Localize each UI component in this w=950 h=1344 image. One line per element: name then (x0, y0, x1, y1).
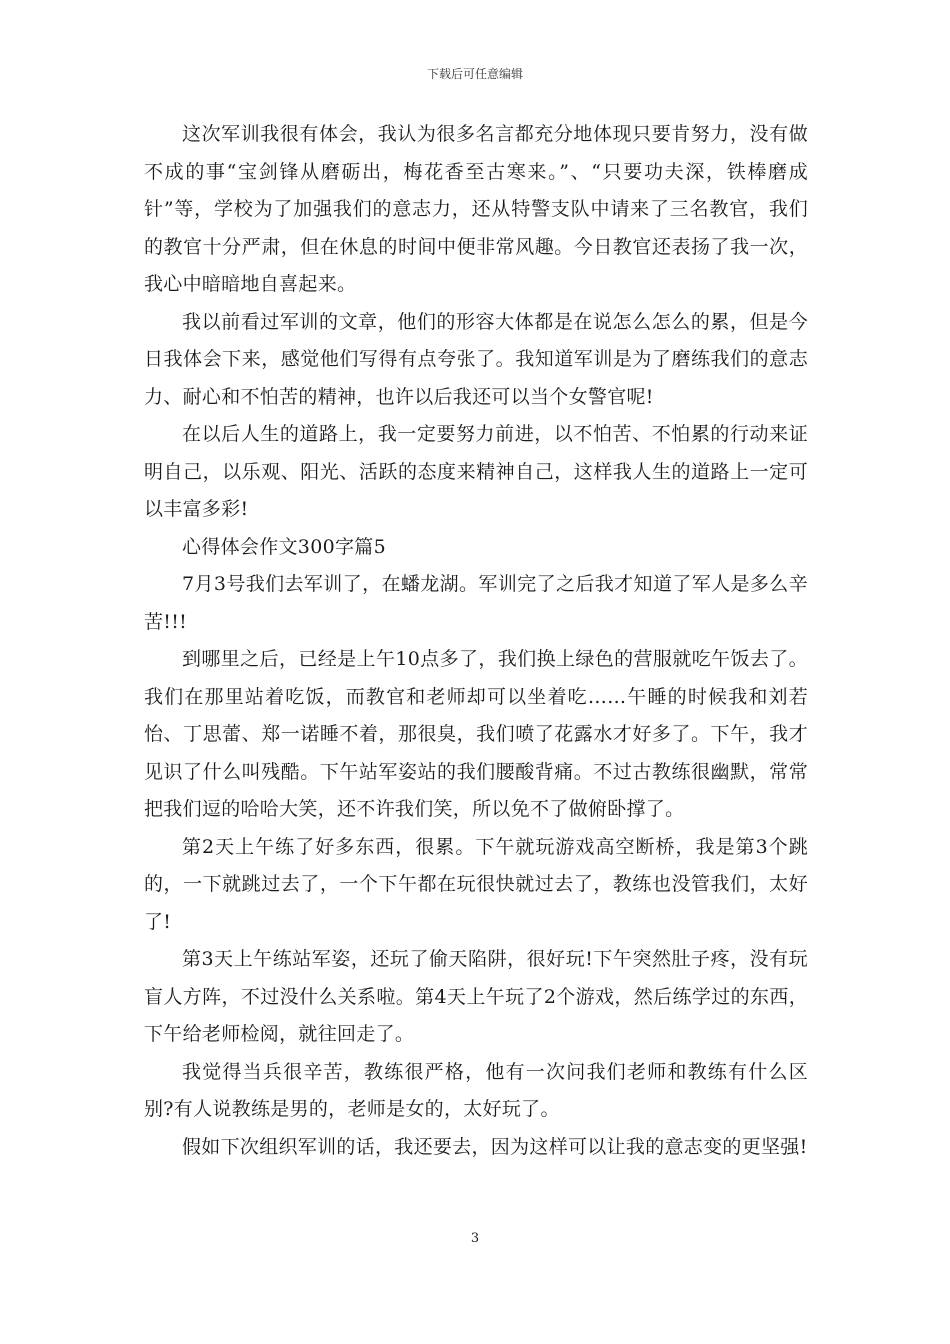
paragraph: 7月3号我们去军训了，在蟠龙湖。军训完了之后我才知道了军人是多么辛苦!!! (144, 573, 808, 633)
paragraph: 第3天上午练站军姿，还玩了偷天陷阱，很好玩!下午突然肚子疼，没有玩盲人方阵，不过没什么关系啦。第4天上午玩了2个游戏，然后练学过的东西，下午给老师检阅，就往回走了。 (144, 948, 808, 1045)
paragraph: 这次军训我很有体会，我认为很多名言都充分地体现只要肯努力，没有做不成的事“宝剑锋从磨砺出，梅花香至古寒来。”、“只要功夫深，铁棒磨成针”等，学校为了加强我们的意志力，还从特警支队中请来了三名教官，我们的教官十分严肃，但在休息的时间中便非常风趣。今日教官还表扬了我一次，我心中暗暗地自喜起来。 (144, 123, 808, 295)
paragraph: 假如下次组织军训的话，我还要去，因为这样可以让我的意志变的更坚强! (182, 1135, 808, 1158)
page-header: 下载后可任意编辑 (426, 67, 523, 81)
section-heading: 心得体会作文300字篇5 (182, 535, 386, 558)
paragraph: 第2天上午练了好多东西，很累。下午就玩游戏高空断桥，我是第3个跳的，一下就跳过去了，一个下午都在玩很快就过去了，教练也没管我们，太好了! (144, 835, 808, 933)
paragraph: 在以后人生的道路上，我一定要努力前进，以不怕苦、不怕累的行动来证明自己，以乐观、阳光、活跃的态度来精神自己，这样我人生的道路上一定可以丰富多彩! (144, 423, 808, 520)
paragraph: 到哪里之后，已经是上午10点多了，我们换上绿色的营服就吃午饭去了。我们在那里站着吃饭，而教官和老师却可以坐着吃……午睡的时候我和刘若怡、丁思蕾、郑一诺睡不着，那很臭，我们喷了花露水才好多了。下午，我才见识了什么叫残酷。下午站军姿站的我们腰酸背痛。不过古教练很幽默，常常把我们逗的哈哈大笑，还不许我们笑，所以免不了做俯卧撑了。 (144, 648, 808, 820)
paragraph: 我觉得当兵很辛苦，教练很严格，他有一次问我们老师和教练有什么区别?有人说教练是男的，老师是女的，太好玩了。 (144, 1060, 808, 1120)
document-body (144, 116, 808, 1166)
paragraph: 我以前看过军训的文章，他们的形容大体都是在说怎么怎么的累，但是今日我体会下来，感觉他们写得有点夸张了。我知道军训是为了磨练我们的意志力、耐心和不怕苦的精神，也许以后我还可以当个女警官呢! (144, 310, 808, 408)
page-number: 3 (470, 1231, 480, 1246)
